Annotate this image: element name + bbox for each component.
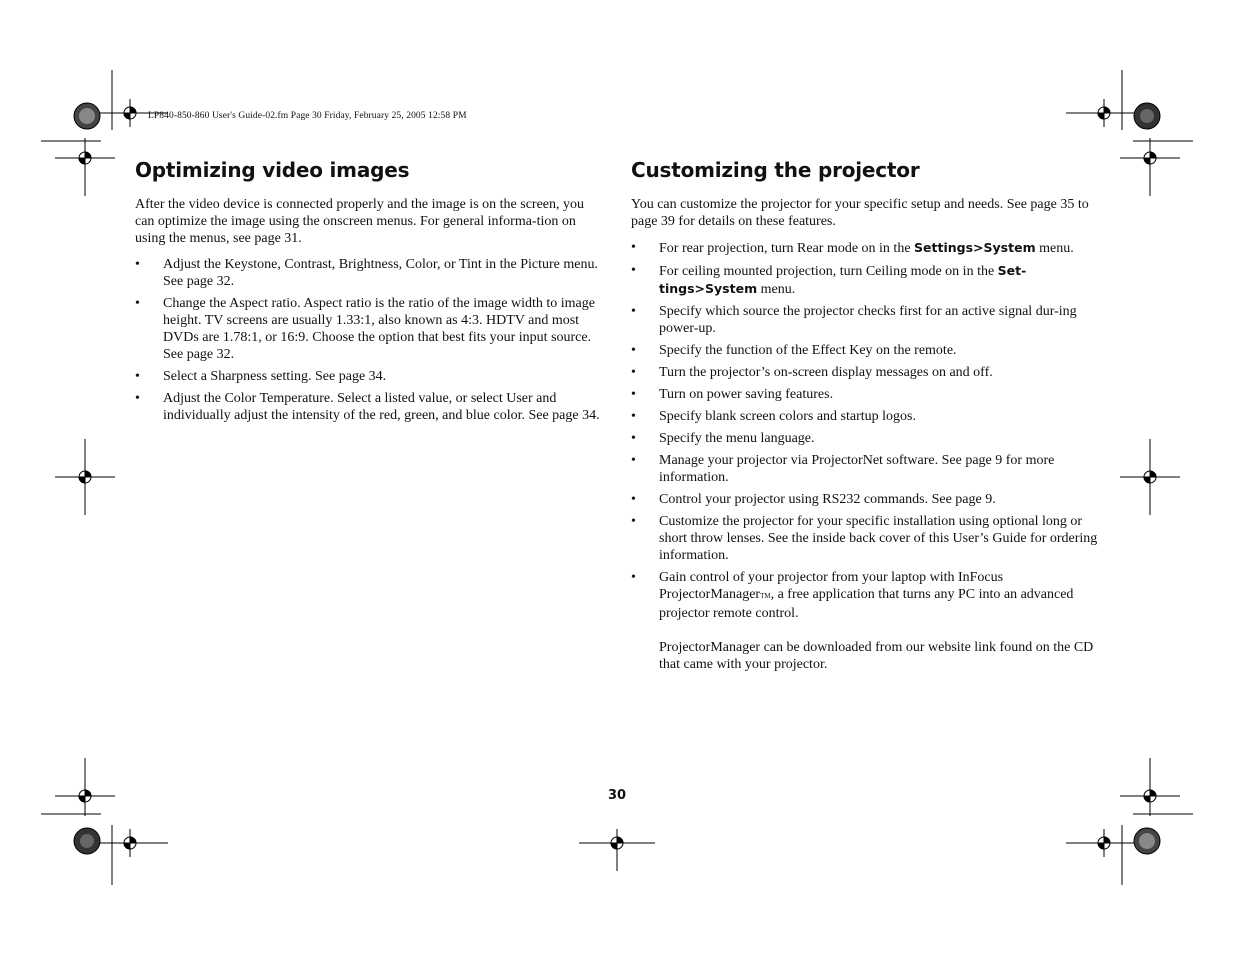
list-item (631, 569, 1099, 673)
menu-path: Set-tings>System (659, 263, 1027, 296)
text: menu. (1035, 241, 1074, 256)
list-item: • Customize the projector for your specific installation using optional long or short throw lenses. See the inside back cover of this User’s Guide for ordering information. (631, 513, 1099, 564)
list-item: • Control your projector using RS232 commands. See page 9. (631, 491, 1099, 508)
list-item: • Specify the menu language. (631, 430, 1099, 447)
menu-path: Settings>System (914, 240, 1036, 255)
list-item: • Turn the projector’s on-screen display messages on and off. (631, 364, 1099, 381)
section-title-customizing: Customizing the projector (631, 158, 920, 182)
list-item: • Adjust the Color Temperature. Select a listed value, or select User and individually adjust the intensity of the red, green, and blue color. See page 34. (135, 390, 605, 424)
list-item: • Specify the function of the Effect Key on the remote. (631, 342, 1099, 359)
left-column (135, 158, 605, 429)
section-title-optimizing: Optimizing video images (135, 158, 410, 182)
text: For ceiling mounted projection, turn Ceiling mode on in the (659, 264, 998, 279)
list-item: • Adjust the Keystone, Contrast, Brightness, Color, or Tint in the Picture menu. See page 32. (135, 256, 605, 290)
left-intro: After the video device is connected properly and the image is on the screen, you can optimize the image using the onscreen menus. For general informa-tion on using the menus, see page 31. (135, 197, 585, 246)
list-item: • Specify which source the projector checks first for an active signal dur-ing power-up. (631, 303, 1099, 337)
page-number: 30 (608, 788, 627, 803)
file-info-header: LP840-850-860 User's Guide-02.fm Page 30 Friday, February 25, 2005 12:58 PM (148, 111, 467, 121)
left-bullet-list (135, 256, 605, 424)
text: menu. (757, 282, 796, 297)
list-item: • Change the Aspect ratio. Aspect ratio is the ratio of the image width to image height. TV screens are usually 1.33:1, also known as 4:3. HDTV and most DVDs are 1.78:1, or 16:9. Choose the option that best fits your input source. See page 32. (135, 295, 605, 363)
right-intro: You can customize the projector for your specific setup and needs. See page 35 to page 39 for details on these features. (631, 197, 1089, 229)
text: For rear projection, turn Rear mode on in the (659, 241, 915, 256)
text: , a free application that turns any PC into an advanced projector remote control. (659, 587, 1074, 621)
trademark: TM (760, 592, 771, 600)
download-note: ProjectorManager can be downloaded from our website link found on the CD that came with your projector. (659, 640, 1094, 672)
text: Gain control of your projector from your laptop with InFocus ProjectorManager (659, 570, 1004, 602)
list-item (631, 262, 1099, 298)
right-column (631, 158, 1099, 678)
list-item: • Turn on power saving features. (631, 386, 1099, 403)
list-item: • Select a Sharpness setting. See page 34. (135, 368, 605, 385)
list-item (631, 239, 1099, 257)
list-item: • Specify blank screen colors and startup logos. (631, 408, 1099, 425)
right-bullet-list (631, 239, 1099, 673)
list-item: • Manage your projector via ProjectorNet software. See page 9 for more information. (631, 452, 1099, 486)
